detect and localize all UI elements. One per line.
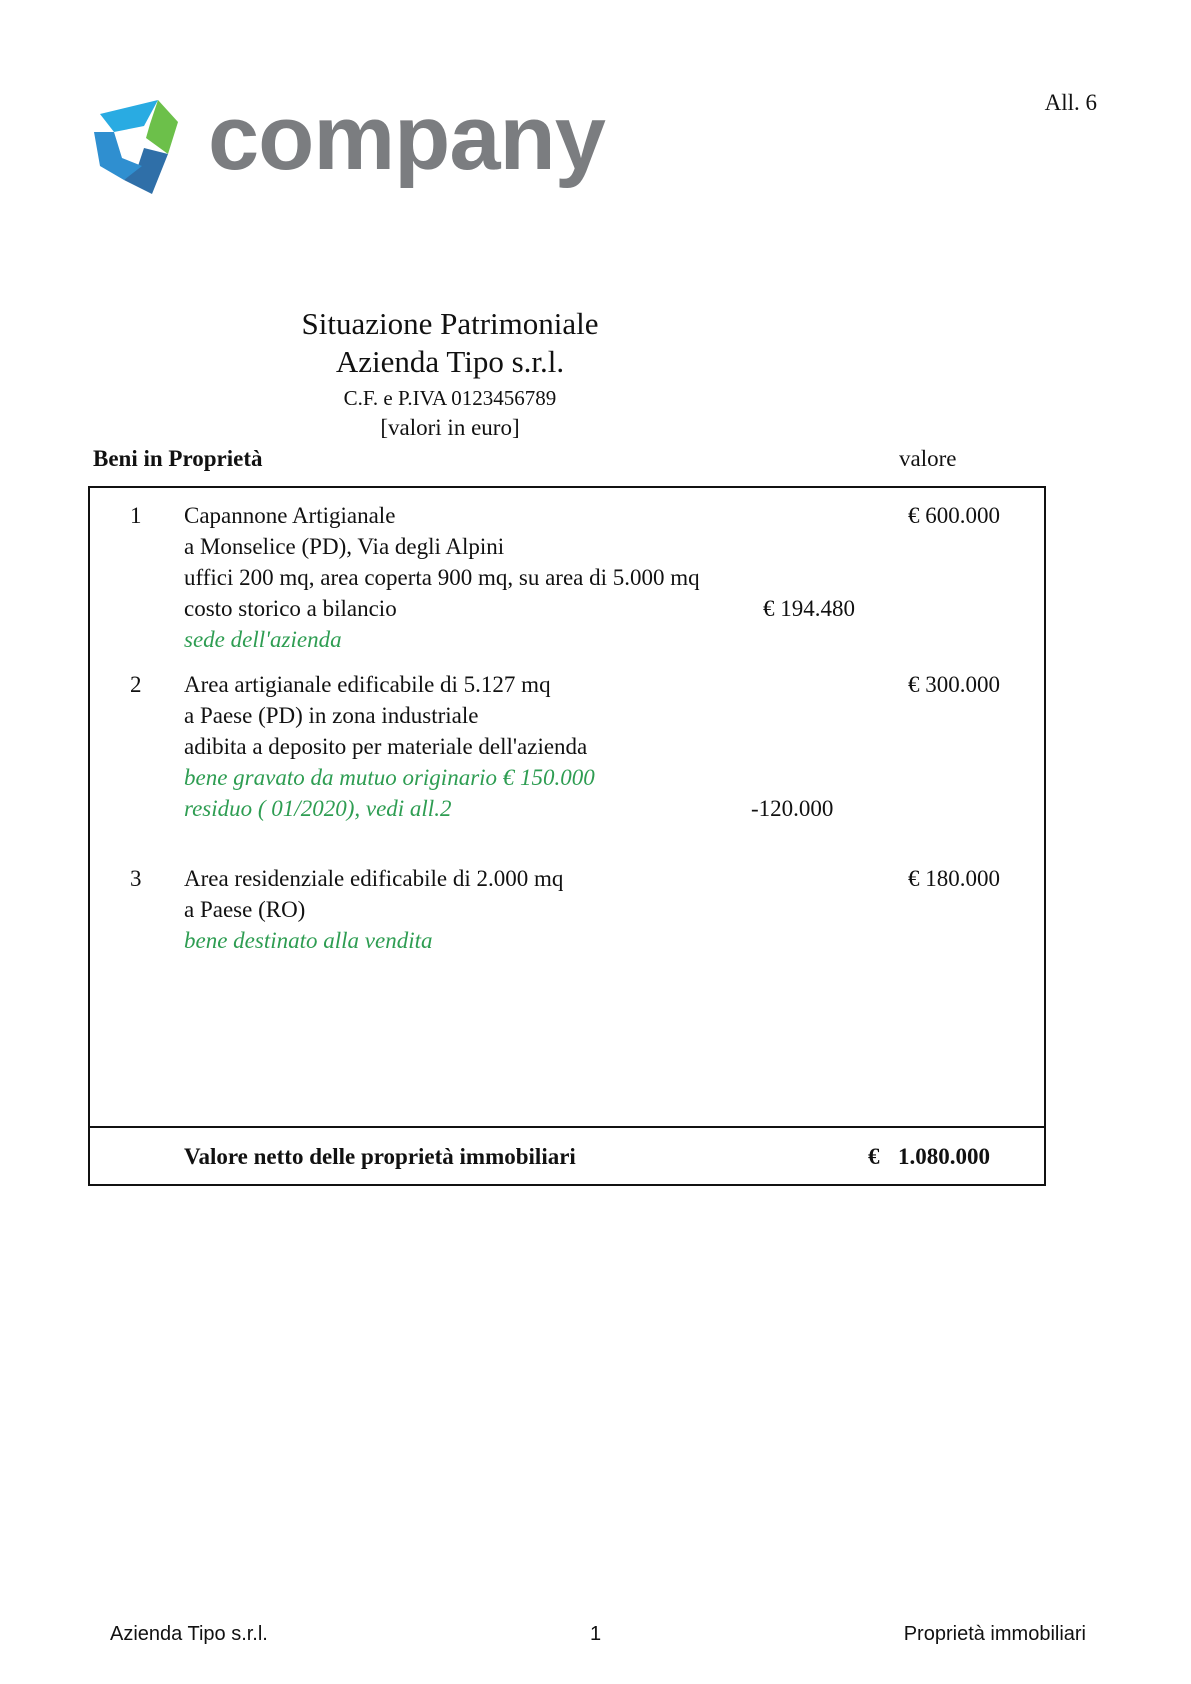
item-description-line: Capannone Artigianale	[184, 503, 396, 528]
currency-note: [valori in euro]	[380, 415, 520, 440]
item-note: bene gravato da mutuo originario € 150.000	[184, 765, 595, 790]
footer-page-number: 1	[589, 1623, 602, 1645]
item-note: bene destinato alla vendita	[184, 928, 433, 953]
total-currency: €	[868, 1144, 880, 1169]
attachment-label: All. 6	[1044, 90, 1097, 115]
item-description-line: costo storico a bilancio	[184, 596, 397, 621]
item-note: sede dell'azienda	[184, 627, 342, 652]
item-historical-cost: € 194.480	[763, 596, 855, 621]
properties-table	[88, 486, 1046, 1186]
item-number: 3	[130, 866, 142, 891]
value-column-heading: valore	[899, 446, 957, 471]
item-description-line: uffici 200 mq, area coperta 900 mq, su area di 5.000 mq	[184, 565, 700, 590]
item-description-line: a Paese (RO)	[184, 897, 306, 922]
company-name: Azienda Tipo s.r.l.	[335, 344, 565, 379]
item-mortgage-residual: -120.000	[751, 796, 834, 821]
item-number: 2	[130, 672, 142, 697]
item-note: residuo ( 01/2020), vedi all.2	[184, 796, 452, 821]
company-logo-icon	[80, 92, 190, 202]
item-value: € 600.000	[908, 503, 1000, 528]
item-number: 1	[130, 503, 142, 528]
tax-id: C.F. e P.IVA 0123456789	[343, 386, 557, 410]
footer-company: Azienda Tipo s.r.l.	[110, 1623, 268, 1645]
item-description-line: Area artigianale edificabile di 5.127 mq	[184, 672, 551, 697]
footer-section: Proprietà immobiliari	[903, 1623, 1086, 1645]
item-description-line: a Monselice (PD), Via degli Alpini	[184, 534, 505, 559]
item-value: € 300.000	[908, 672, 1000, 697]
section-heading: Beni in Proprietà	[93, 446, 263, 471]
item-description-line: Area residenziale edificabile di 2.000 mq	[184, 866, 564, 891]
table-divider	[90, 1126, 1044, 1128]
item-value: € 180.000	[908, 866, 1000, 891]
total-value: 1.080.000	[898, 1144, 990, 1169]
total-label: Valore netto delle proprietà immobiliari	[184, 1144, 576, 1169]
company-wordmark: company	[208, 87, 605, 189]
document-title: Situazione Patrimoniale	[301, 306, 599, 341]
item-description-line: adibita a deposito per materiale dell'azienda	[184, 734, 588, 759]
item-description-line: a Paese (PD) in zona industriale	[184, 703, 479, 728]
